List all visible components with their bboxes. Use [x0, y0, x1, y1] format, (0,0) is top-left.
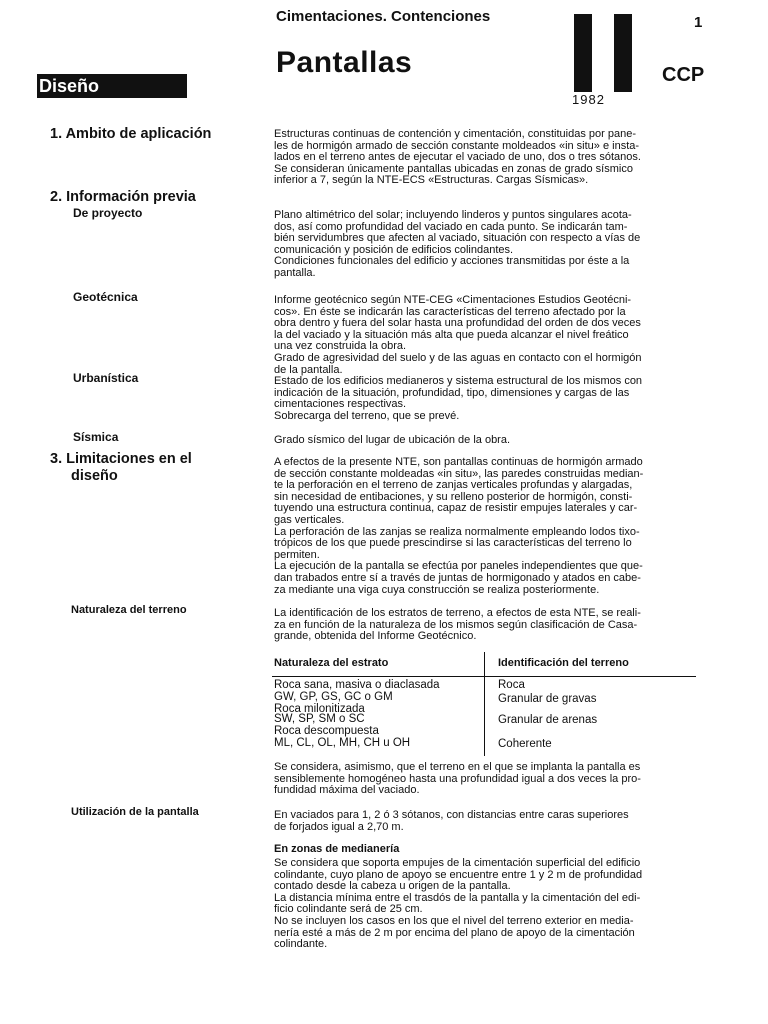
- text-line: pantalla.: [274, 266, 316, 279]
- table-cell: Roca sana, masiva o diaclasada: [274, 679, 440, 691]
- text-line: Condiciones funcionales del edificio y acciones transmitidas por éste a la: [274, 255, 630, 268]
- table-header: Naturaleza del estrato: [274, 657, 389, 669]
- table-cell: Roca: [498, 679, 525, 691]
- text-line: obra dentro y fuera del solar hasta una profundidad del orden de dos veces: [274, 317, 641, 330]
- text-line: fundidad máxima del vaciado.: [274, 784, 420, 797]
- text-line: La perforación de las zanjas se realiza normalmente empleando lodos tixo-: [274, 525, 640, 538]
- heading-limitaciones: 3. Limitaciones en el: [50, 451, 192, 467]
- text-line: colindante, cuyo plano de apoyo se encuentre entre 1 y 2 m de profundidad: [274, 868, 643, 881]
- table-divider: [484, 652, 485, 756]
- text-line: de la pantalla.: [274, 363, 343, 376]
- text-line: Se consideran únicamente pantallas ubicadas en zonas de grado sísmico: [274, 162, 633, 175]
- soil-table: [272, 652, 696, 756]
- year: 1982: [572, 92, 605, 107]
- table-cell: GW, GP, GS, GC o GM: [274, 691, 393, 703]
- paragraph-utilizacion: [274, 810, 698, 833]
- text-line: contado desde la cabeza u origen de la pantalla.: [274, 880, 511, 893]
- text-line: comunicación y posición de edificios colindantes.: [274, 243, 514, 256]
- paragraph-limitaciones: [274, 457, 698, 596]
- paragraph-urbanistica: [274, 376, 698, 422]
- text-line: sin necesidad de entibaciones, y su relleno posterior de hormigón, consti-: [274, 490, 633, 503]
- text-line: inferior a 7, según la NTE-ECS «Estructuras. Cargas Sísmicas».: [274, 174, 589, 187]
- subheading-geotecnica: Geotécnica: [73, 290, 138, 304]
- text-line: trópicos de los que puede prescindirse si las características del terreno lo: [274, 537, 632, 550]
- text-line: za en función de la naturaleza de los mismos según clasificación de Casa-: [274, 618, 638, 631]
- text-line: la del vaciado y la situación más alta que pueda alcanzar el nivel freático: [274, 328, 629, 341]
- table-header: Identificación del terreno: [498, 657, 629, 669]
- text-line: Informe geotécnico según NTE-CEG «Cimentaciones Estudios Geotécni-: [274, 294, 632, 306]
- section-heading: Diseño: [37, 74, 187, 98]
- text-line: cos». En éste se indicarán las características del terreno afectado por la: [274, 305, 626, 318]
- paragraph-homogeneo: [274, 762, 698, 797]
- table-cell: Granular de arenas: [498, 714, 598, 726]
- text-line: dan trabados entre sí a través de juntas de hormigonado y atados en cabe-: [274, 571, 641, 584]
- text-line: La distancia mínima entre el trasdós de la pantalla y la cimentación del edi-: [274, 891, 641, 904]
- text-line: indicación de la situación, profundidad, tipo, dimensiones y cargas de las: [274, 386, 630, 399]
- paragraph-ambito: [274, 129, 698, 187]
- subheading-naturaleza: Naturaleza del terreno: [71, 604, 187, 616]
- page-title: Pantallas: [276, 46, 413, 79]
- document-code: CCP: [662, 64, 705, 86]
- text-line: cimentaciones respectivas.: [274, 398, 407, 411]
- paragraph-geotecnica: [274, 295, 698, 376]
- subheading-medianeria: En zonas de medianería: [274, 843, 400, 855]
- paragraph-proyecto: [274, 210, 698, 280]
- text-line: Sobrecarga del terreno, que se prevé.: [274, 409, 460, 422]
- table-cell: Roca descompuesta: [274, 725, 379, 737]
- text-line: La identificación de los estratos de terreno, a efectos de esta NTE, se reali-: [274, 607, 641, 619]
- text-line: Estado de los edificios medianeros y sistema estructural de los mismos con: [274, 375, 643, 387]
- text-line: colindante.: [274, 938, 328, 951]
- subheading-sismica: Sísmica: [73, 430, 119, 444]
- series-title: Cimentaciones. Contenciones: [276, 8, 491, 25]
- text-line: A efectos de la presente NTE, son pantallas continuas de hormigón armado: [274, 456, 643, 468]
- text-line: La ejecución de la pantalla se efectúa por paneles independientes que que-: [274, 560, 643, 573]
- text-line: tuyendo una estructura continua, capaz de resistir empujes laterales y car-: [274, 502, 638, 515]
- paragraph-sismica: [274, 435, 698, 447]
- table-cell: Roca milonitizada: [274, 703, 365, 715]
- text-line: Grado sísmico del lugar de ubicación de la obra.: [274, 434, 511, 446]
- text-line: de forjados igual a 2,70 m.: [274, 820, 404, 833]
- text-line: za mediante una viga cuya construcción se realiza posteriormente.: [274, 583, 600, 596]
- page-number: 1: [694, 14, 703, 31]
- text-line: les de hormigón armado de sección constante moldeados «in situ» e insta-: [274, 139, 640, 152]
- text-line: de sección constante moldeadas «in situ», las paredes construidas median-: [274, 467, 644, 480]
- text-line: Grado de agresividad del suelo y de las aguas en contacto con el hormigón: [274, 351, 642, 364]
- text-line: Estructuras continuas de contención y cimentación, constituidas por pane-: [274, 128, 636, 140]
- text-line: una vez construida la obra.: [274, 340, 407, 353]
- text-line: dos, así como profundidad del vaciado en cada punto. Se indicarán tam-: [274, 220, 628, 233]
- heading-informacion: 2. Información previa: [50, 189, 196, 205]
- text-line: Se considera, asimismo, que el terreno en el que se implanta la pantalla es: [274, 761, 641, 773]
- text-line: lados en el terreno antes de ejecutar el vaciado de uno, dos o tres sótanos.: [274, 151, 641, 164]
- text-line: Se considera que soporta empujes de la cimentación superficial del edificio: [274, 857, 641, 869]
- text-line: grande, obtenida del Informe Geotécnico.: [274, 630, 477, 643]
- heading-ambito: 1. Ambito de aplicación: [50, 126, 212, 142]
- text-line: sensiblemente homogéneo hasta una profundidad igual a dos veces la pro-: [274, 772, 641, 785]
- heading-limitaciones-cont: diseño: [71, 468, 118, 484]
- text-line: Plano altimétrico del solar; incluyendo linderos y puntos singulares acota-: [274, 209, 632, 221]
- text-line: te la perforación en el terreno de zanjas verticales profundas y alargadas,: [274, 479, 633, 492]
- paragraph-medianeria: [274, 858, 698, 951]
- text-line: gas verticales.: [274, 513, 345, 526]
- text-line: ficio colindante será de 25 cm.: [274, 903, 423, 916]
- table-cell: Granular de gravas: [498, 693, 597, 705]
- subheading-utilizacion: Utilización de la pantalla: [71, 806, 199, 818]
- text-line: No se incluyen los casos en los que el nivel del terreno exterior en media-: [274, 914, 634, 927]
- paragraph-naturaleza: [274, 608, 698, 643]
- subheading-proyecto: De proyecto: [73, 206, 143, 220]
- table-cell: ML, CL, OL, MH, CH u OH: [274, 737, 411, 749]
- table-cell: SW, SP, SM o SC: [274, 713, 365, 725]
- text-line: En vaciados para 1, 2 ó 3 sótanos, con distancias entre caras superiores: [274, 809, 629, 821]
- text-line: permiten.: [274, 548, 320, 561]
- text-line: nería esté a más de 2 m por encima del plano de apoyo de la cimentación: [274, 926, 635, 939]
- table-cell: Coherente: [498, 738, 552, 750]
- subheading-urbanistica: Urbanística: [73, 371, 139, 385]
- text-line: bién servidumbres que afecten al vaciado, situación con respecto a vías de: [274, 232, 641, 245]
- logo-block: [574, 14, 632, 92]
